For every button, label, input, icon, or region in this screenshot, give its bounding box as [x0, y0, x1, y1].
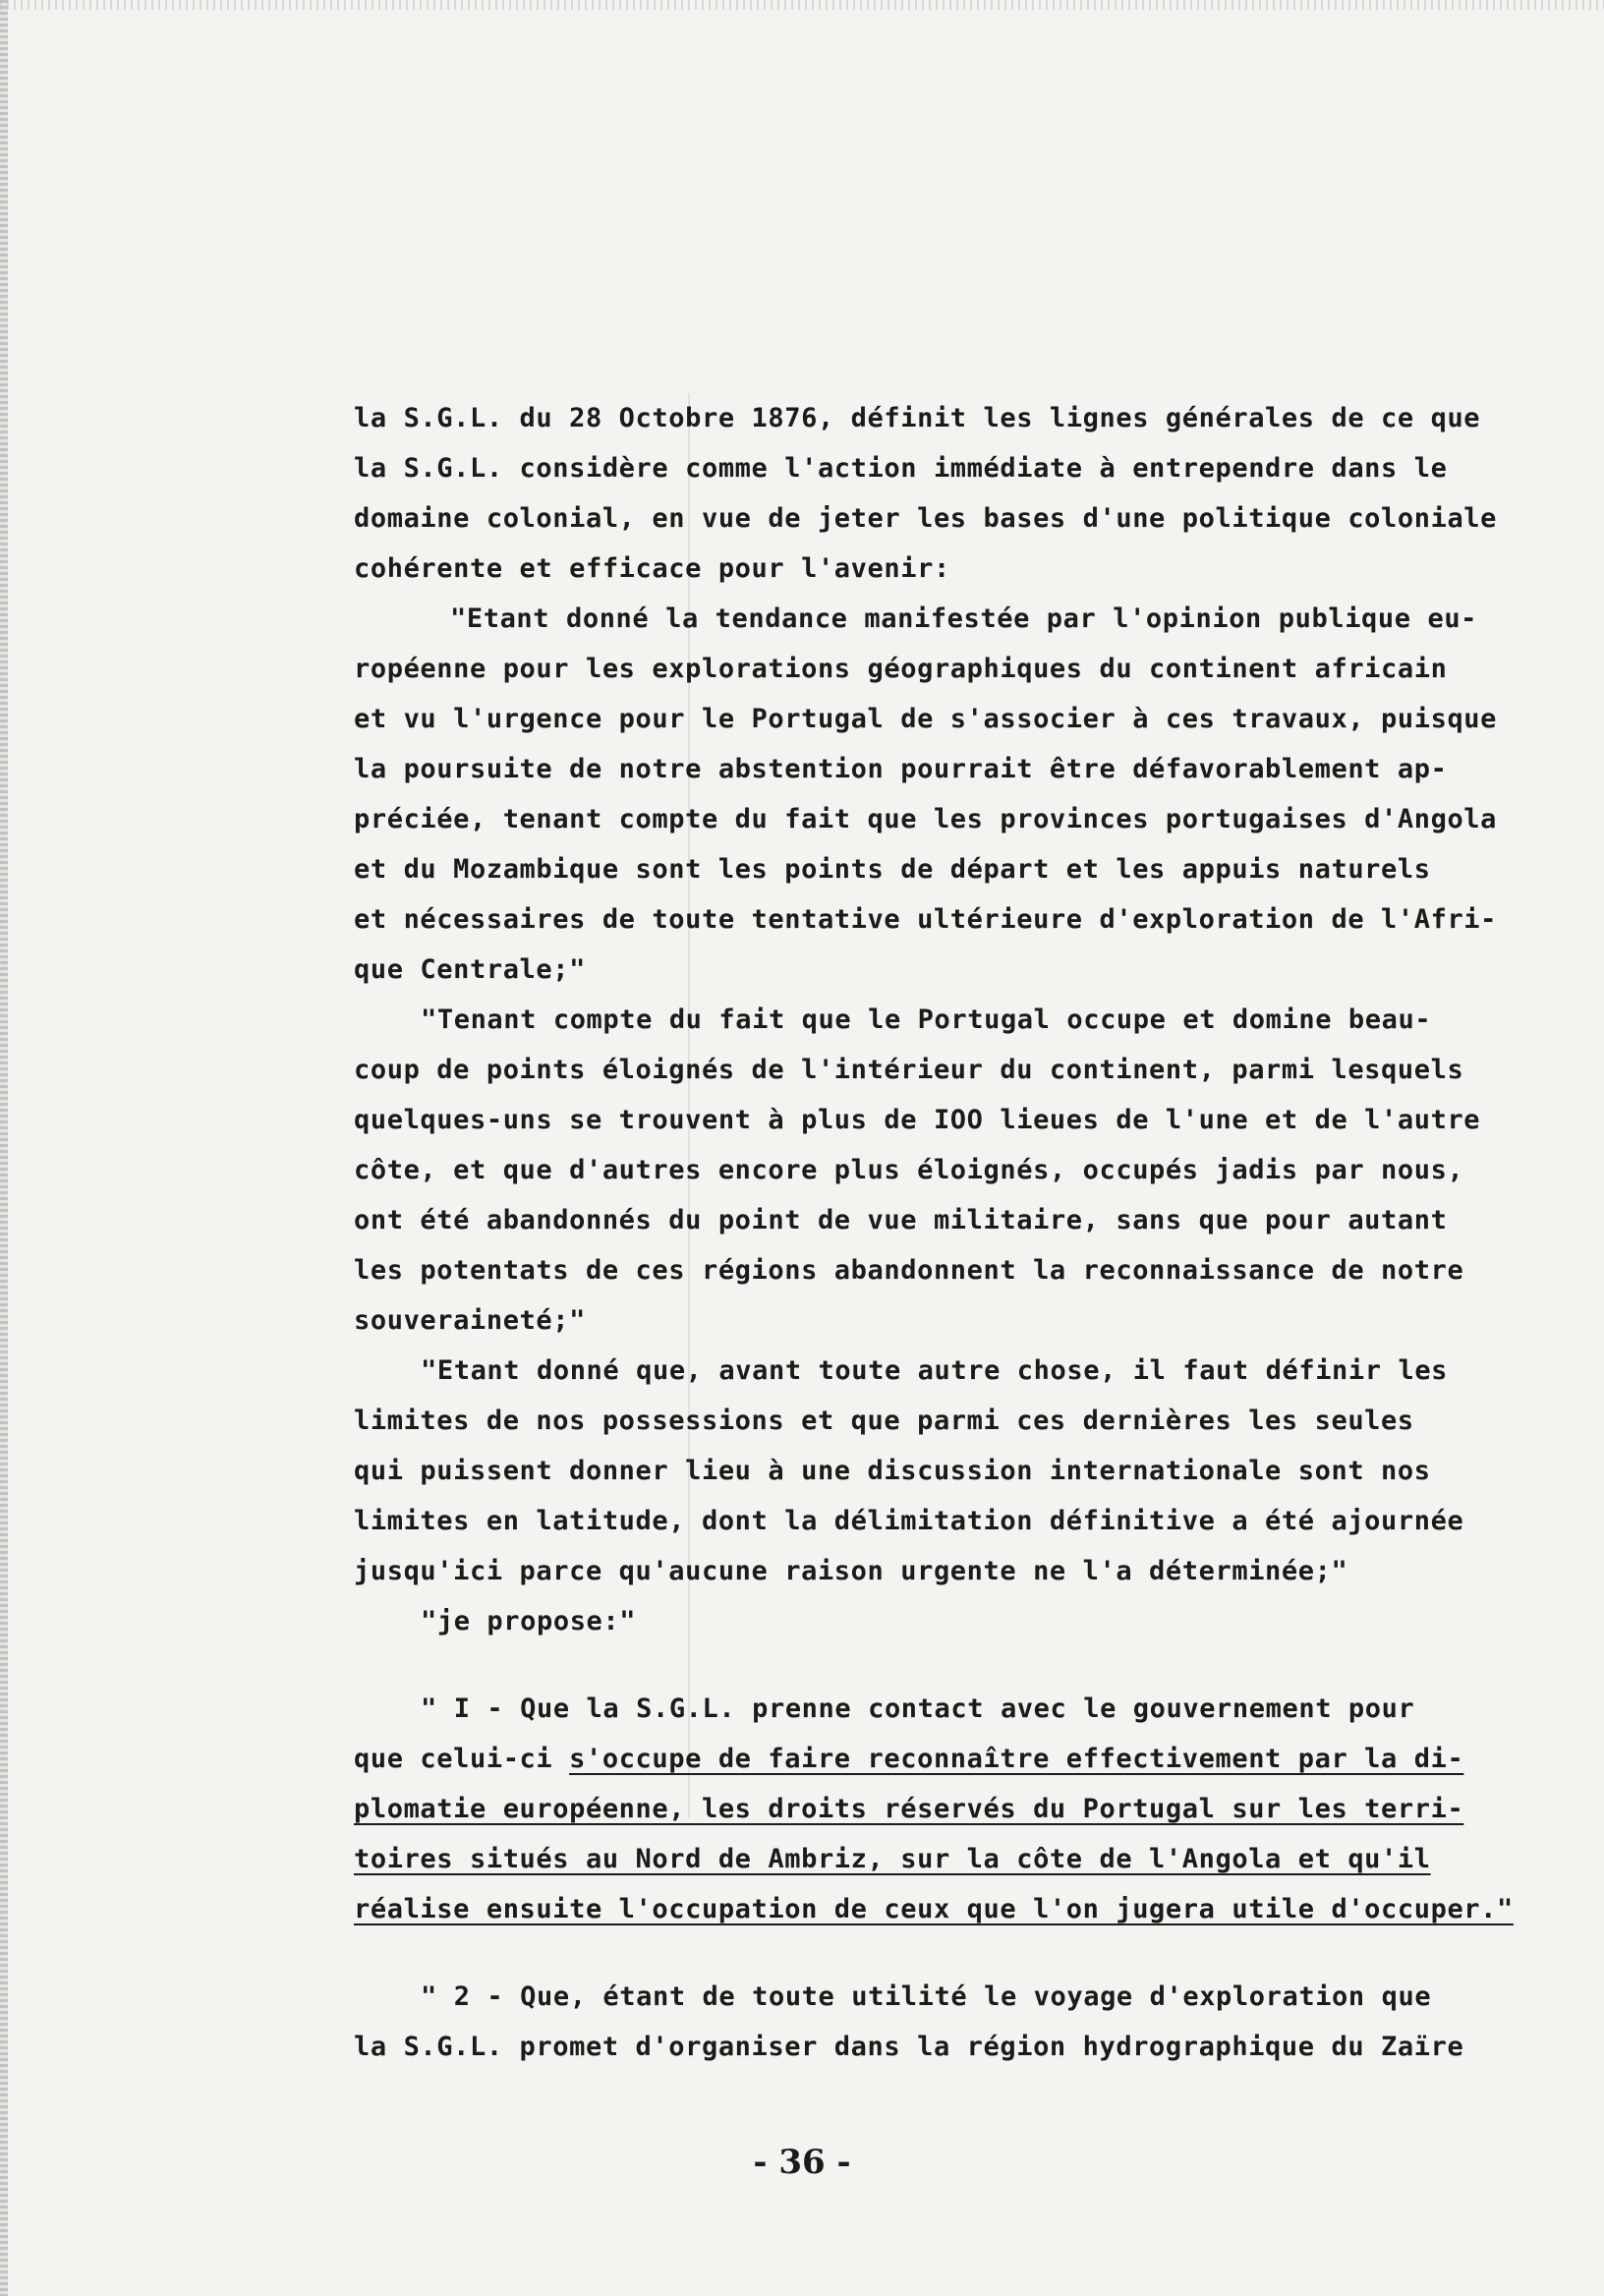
text-line: " 2 - Que, étant de toute utilité le voyage d'exploration que	[421, 1981, 1432, 2012]
text-line: la S.G.L. promet d'organiser dans la région hydrographique du Zaïre	[354, 2032, 1464, 2062]
text-line: et nécessaires de toute tentative ultérieure d'exploration de l'Afri-	[354, 904, 1498, 935]
text-line: limites en latitude, dont la délimitation définitive a été ajournée	[354, 1506, 1464, 1536]
scan-binding-edge	[0, 0, 8, 2296]
text-line: la S.G.L. du 28 Octobre 1876, définit les lignes générales de ce que	[354, 403, 1481, 433]
paragraph-first-consideration	[354, 594, 1533, 995]
text-line: "je propose:"	[421, 1606, 637, 1636]
text-line: que Centrale;"	[354, 954, 586, 985]
text-fragment: que celui-ci	[354, 1744, 570, 1774]
text-line: ropéenne pour les explorations géographiques du continent africain	[354, 654, 1448, 684]
text-line: jusqu'ici parce qu'aucune raison urgente ne l'a déterminée;"	[354, 1556, 1348, 1586]
page-number: - 36 -	[753, 2143, 851, 2182]
scan-top-edge	[0, 0, 1604, 10]
text-line: côte, et que d'autres encore plus éloignés, occupés jadis par nous,	[354, 1155, 1464, 1185]
text-line	[354, 1734, 1533, 1784]
document-body	[354, 393, 1533, 2072]
text-line: les potentats de ces régions abandonnent la reconnaissance de notre	[354, 1255, 1464, 1286]
underlined-text-line: réalise ensuite l'occupation de ceux que l'on jugera utile d'occuper."	[354, 1894, 1514, 1924]
text-line: et du Mozambique sont les points de départ et les appuis naturels	[354, 854, 1431, 885]
text-line: préciée, tenant compte du fait que les provinces portugaises d'Angola	[354, 804, 1498, 834]
text-line: "Etant donné que, avant toute autre chose, il faut définir les	[421, 1355, 1449, 1386]
paragraph-proposal-intro	[354, 1596, 1533, 1646]
text-line: et vu l'urgence pour le Portugal de s'associer à ces travaux, puisque	[354, 704, 1498, 734]
underlined-text-line: toires situés au Nord de Ambriz, sur la côte de l'Angola et qu'il	[354, 1844, 1431, 1874]
text-line: cohérente et efficace pour l'avenir:	[354, 553, 950, 584]
text-line: coup de points éloignés de l'intérieur du continent, parmi lesquels	[354, 1055, 1464, 1085]
underlined-text: s'occupe de faire reconnaître effectivement par la di-	[569, 1744, 1464, 1774]
paragraph-proposal-1	[354, 1684, 1533, 1934]
text-line: limites de nos possessions et que parmi ces dernières les seules	[354, 1406, 1414, 1436]
text-line: "Tenant compte du fait que le Portugal occupe et domine beau-	[421, 1004, 1432, 1035]
paragraph-intro	[354, 393, 1533, 594]
text-line: souveraineté;"	[354, 1305, 586, 1336]
underlined-text-line: plomatie européenne, les droits réservés du Portugal sur les terri-	[354, 1794, 1464, 1824]
paragraph-second-consideration	[354, 995, 1533, 1346]
paragraph-third-consideration	[354, 1346, 1533, 1596]
text-line: qui puissent donner lieu à une discussion internationale sont nos	[354, 1456, 1431, 1486]
text-line: "Etant donné la tendance manifestée par l'opinion publique eu-	[450, 603, 1478, 634]
text-line: quelques-uns se trouvent à plus de IOO lieues de l'une et de l'autre	[354, 1105, 1481, 1135]
text-line: la S.G.L. considère comme l'action immédiate à entrependre dans le	[354, 453, 1448, 484]
text-line: ont été abandonnés du point de vue militaire, sans que pour autant	[354, 1205, 1448, 1235]
text-line: domaine colonial, en vue de jeter les bases d'une politique coloniale	[354, 503, 1498, 534]
paragraph-proposal-2	[354, 1972, 1533, 2072]
text-line: la poursuite de notre abstention pourrait être défavorablement ap-	[354, 754, 1448, 784]
text-line: " I - Que la S.G.L. prenne contact avec le gouvernement pour	[421, 1693, 1415, 1724]
